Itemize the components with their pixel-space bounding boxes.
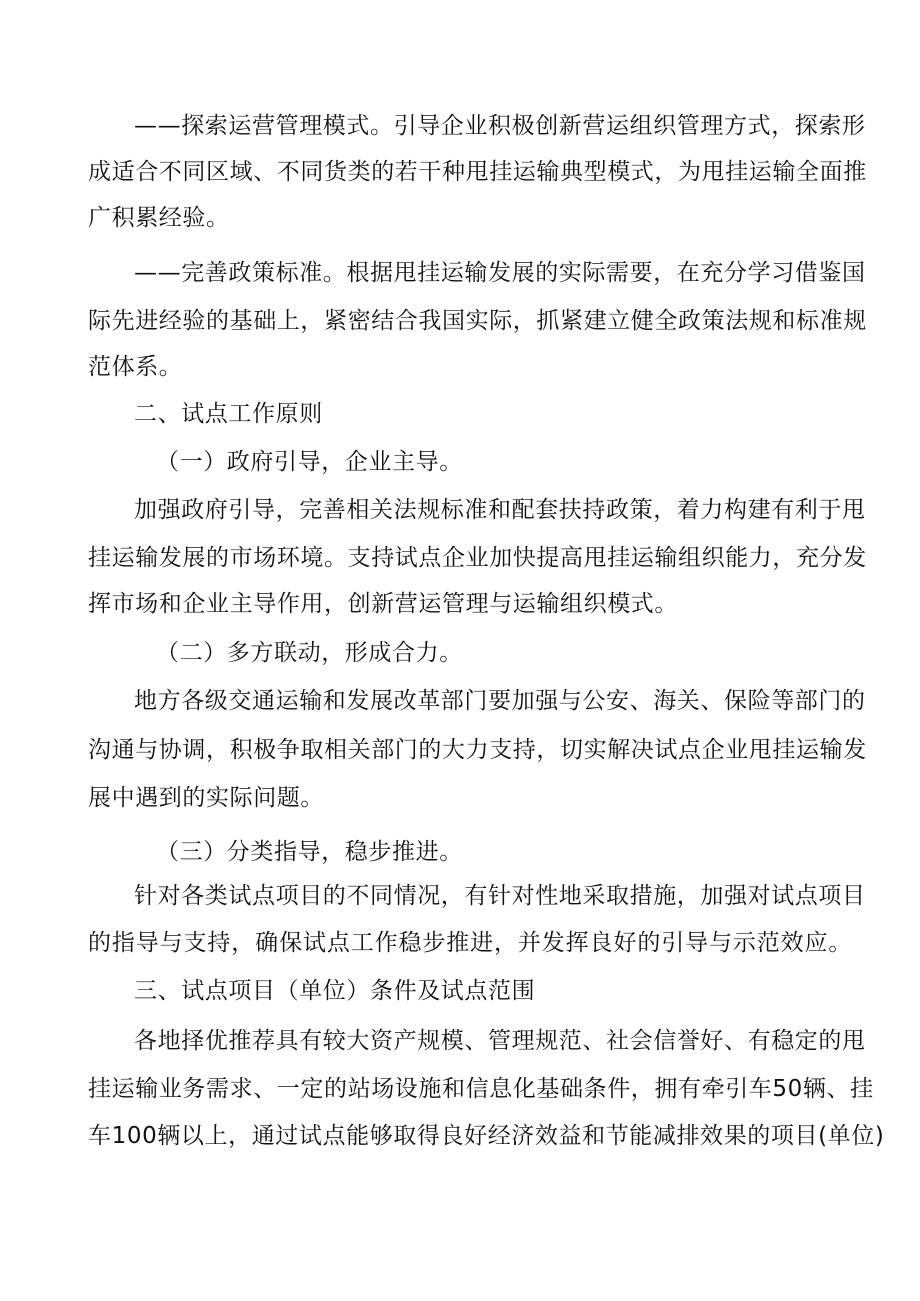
paragraph-line: 际先进经验的基础上，紧密结合我国实际，抓紧建立健全政策法规和标准规 (88, 308, 867, 334)
paragraph-line: 挂运输业务需求、一定的站场设施和信息化基础条件，拥有牵引车50辆、挂 (88, 1076, 874, 1102)
paragraph-line: ——探索运营管理模式。引导企业积极创新营运组织管理方式，探索形 (134, 113, 866, 139)
paragraph-line: 广积累经验。 (88, 205, 230, 231)
subsection-heading: （三）分类指导，稳步推进。 (156, 839, 463, 865)
subsection-heading: （二）多方联动，形成合力。 (156, 640, 463, 666)
subsection-heading: （一）政府引导，企业主导。 (156, 449, 463, 475)
paragraph-line: 针对各类试点项目的不同情况，有针对性地采取措施，加强对试点项目 (134, 883, 866, 909)
paragraph-line: 成适合不同区域、不同货类的若干种甩挂运输典型模式，为甩挂运输全面推 (88, 159, 867, 185)
paragraph-line: 挥市场和企业主导作用，创新营运管理与运输组织模式。 (88, 591, 678, 617)
section-heading: 三、试点项目（单位）条件及试点范围 (134, 978, 536, 1004)
paragraph-line: 范体系。 (88, 354, 183, 380)
paragraph-line: 车100辆以上，通过试点能够取得良好经济效益和节能减排效果的项目(单位) (88, 1123, 885, 1149)
paragraph-line: 的指导与支持，确保试点工作稳步推进，并发挥良好的引导与示范效应。 (88, 930, 852, 956)
paragraph-line: 地方各级交通运输和发展改革部门要加强与公安、海关、保险等部门的 (134, 688, 866, 714)
paragraph-line: 沟通与协调，积极争取相关部门的大力支持，切实解决试点企业甩挂运输发 (88, 737, 867, 763)
paragraph-line: 加强政府引导，完善相关法规标准和配套扶持政策，着力构建有利于甩 (134, 497, 866, 523)
paragraph-line: 各地择优推荐具有较大资产规模、管理规范、社会信誉好、有稳定的甩 (134, 1028, 866, 1054)
paragraph-line: 展中遇到的实际问题。 (88, 785, 324, 811)
section-heading: 二、试点工作原则 (134, 401, 323, 427)
paragraph-line: ——完善政策标准。根据甩挂运输发展的实际需要，在充分学习借鉴国 (134, 260, 866, 286)
paragraph-line: 挂运输发展的市场环境。支持试点企业加快提高甩挂运输组织能力，充分发 (88, 545, 867, 571)
